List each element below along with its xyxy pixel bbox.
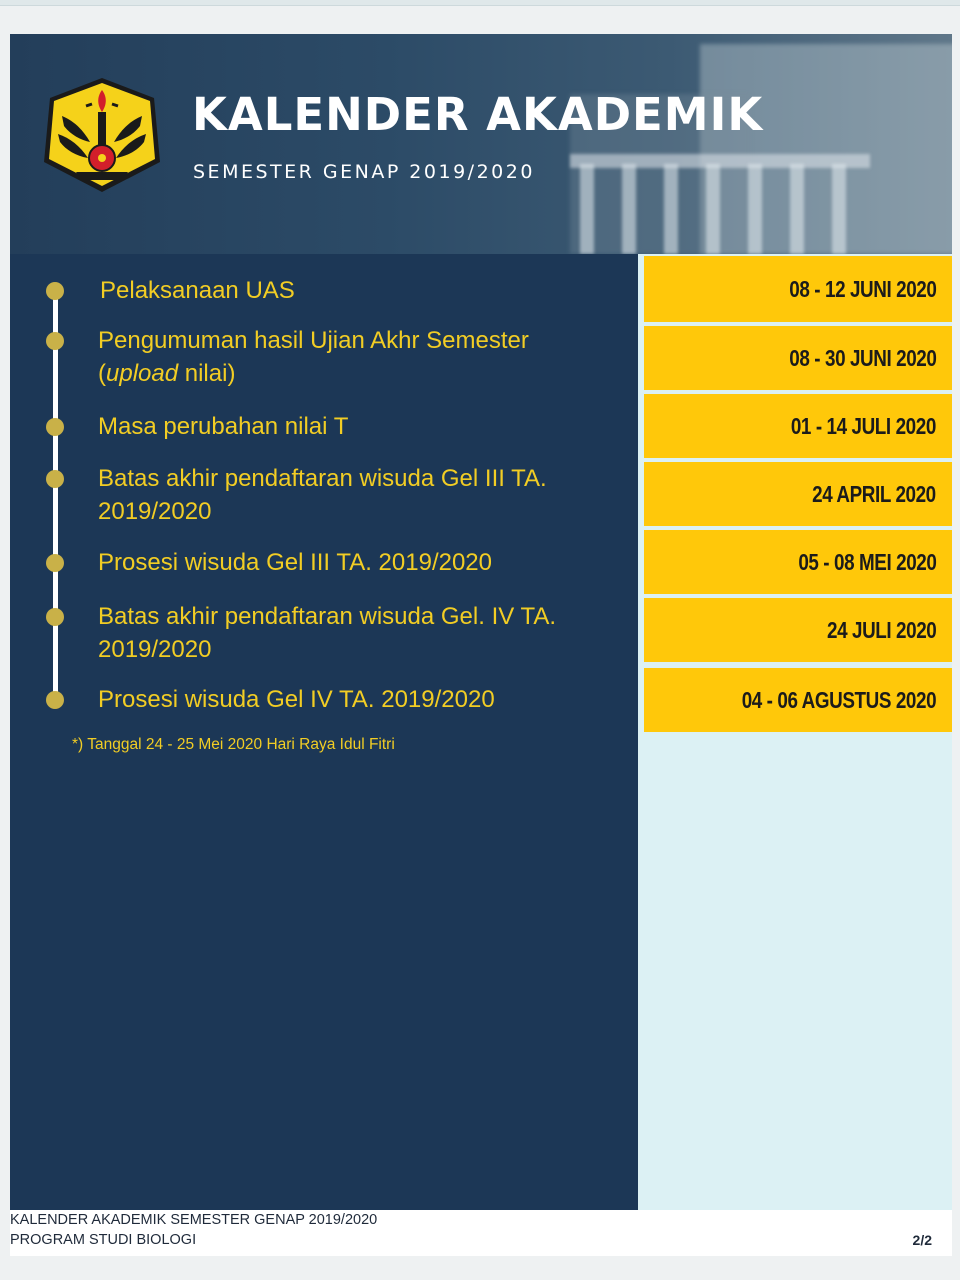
event-date: 24 APRIL 2020 <box>644 462 952 526</box>
page-number: 2/2 <box>912 1232 932 1248</box>
timeline-dot-icon <box>46 554 64 572</box>
page-title: KALENDER AKADEMIK <box>192 88 764 141</box>
event-label: Batas akhir pendaftaran wisuda Gel III TA. 2019/2020 <box>98 465 547 525</box>
event-label: Prosesi wisuda Gel IV TA. 2019/2020 <box>98 686 495 713</box>
events-panel <box>10 254 638 1210</box>
timeline-dot-icon <box>46 691 64 709</box>
page-subtitle: SEMESTER GENAP 2019/2020 <box>193 161 535 183</box>
timeline-dot-icon <box>46 418 64 436</box>
building-background <box>550 34 952 254</box>
header-banner <box>10 34 952 254</box>
event-label: Prosesi wisuda Gel III TA. 2019/2020 <box>98 549 492 576</box>
event-label: Pelaksanaan UAS <box>100 277 295 304</box>
event-label: Pengumuman hasil Ujian Akhr Semester (upload nilai) <box>98 327 529 387</box>
holiday-note: *) Tanggal 24 - 25 Mei 2020 Hari Raya Idul Fitri <box>72 736 395 753</box>
event-label-part: nilai) <box>184 360 236 387</box>
event-label-part: Pengumuman hasil Ujian Akhr Semester <box>98 327 529 354</box>
event-date: 05 - 08 MEI 2020 <box>644 530 952 594</box>
event-date: 08 - 30 JUNI 2020 <box>644 326 952 390</box>
university-emblem-icon <box>42 76 162 194</box>
event-date: 24 JULI 2020 <box>644 598 952 662</box>
event-label-italic: upload <box>106 360 179 387</box>
timeline-dot-icon <box>46 332 64 350</box>
event-date: 01 - 14 JULI 2020 <box>644 394 952 458</box>
event-date: 04 - 06 AGUSTUS 2020 <box>644 668 952 732</box>
timeline-line <box>53 290 58 702</box>
calendar-page <box>10 34 952 1256</box>
footer-title: KALENDER AKADEMIK SEMESTER GENAP 2019/2020 <box>10 1212 378 1228</box>
timeline-dot-icon <box>46 470 64 488</box>
top-strip <box>0 0 960 6</box>
timeline-dot-icon <box>46 282 64 300</box>
timeline-dot-icon <box>46 608 64 626</box>
footer-program: PROGRAM STUDI BIOLOGI <box>10 1232 197 1248</box>
page-footer <box>10 1210 952 1256</box>
event-date: 08 - 12 JUNI 2020 <box>644 256 952 322</box>
event-label: Masa perubahan nilai T <box>98 413 349 440</box>
event-label: Batas akhir pendaftaran wisuda Gel. IV TA. 2019/2020 <box>98 603 557 663</box>
